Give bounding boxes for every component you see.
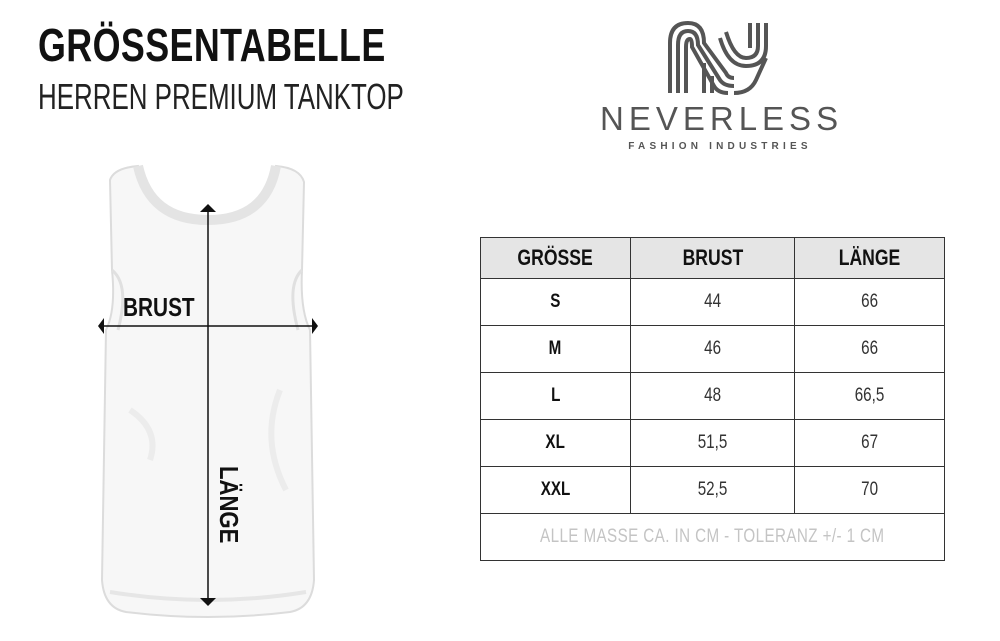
length-cell: 66,5	[795, 373, 945, 420]
length-cell: 66	[795, 279, 945, 326]
page-subtitle: HERREN PREMIUM TANKTOP	[38, 76, 404, 117]
table-header-row	[481, 238, 945, 279]
table-row	[481, 373, 945, 420]
size-cell: S	[481, 279, 631, 326]
table-row	[481, 326, 945, 373]
chest-cell: 51,5	[630, 420, 795, 467]
length-cell: 66	[795, 326, 945, 373]
chest-cell: 52,5	[630, 467, 795, 514]
header-chest: BRUST	[630, 238, 795, 279]
table-row	[481, 467, 945, 514]
chest-cell: 48	[630, 373, 795, 420]
page-title: GRÖSSENTABELLE	[38, 19, 386, 71]
chest-cell: 46	[630, 326, 795, 373]
brand-tagline: FASHION INDUSTRIES	[628, 141, 812, 152]
header-size: GRÖSSE	[481, 238, 631, 279]
chest-cell: 44	[630, 279, 795, 326]
neverless-logo-icon	[600, 18, 840, 98]
tolerance-note: ALLE MASSE CA. IN CM - TOLERANZ +/- 1 CM	[481, 514, 945, 561]
table-note-row	[481, 514, 945, 561]
brand-name: NEVERLESS	[600, 100, 844, 137]
table-row	[481, 279, 945, 326]
size-cell: XXL	[481, 467, 631, 514]
size-cell: L	[481, 373, 631, 420]
tank-top-outline-icon	[90, 160, 330, 630]
length-measure-label: LÄNGE	[214, 466, 244, 544]
brand-logo	[600, 18, 844, 158]
length-cell: 67	[795, 420, 945, 467]
header-length: LÄNGE	[795, 238, 945, 279]
size-cell: M	[481, 326, 631, 373]
table-row	[481, 420, 945, 467]
size-cell: XL	[481, 420, 631, 467]
chest-measure-label: BRUST	[123, 292, 195, 322]
length-cell: 70	[795, 467, 945, 514]
size-table	[480, 237, 945, 561]
